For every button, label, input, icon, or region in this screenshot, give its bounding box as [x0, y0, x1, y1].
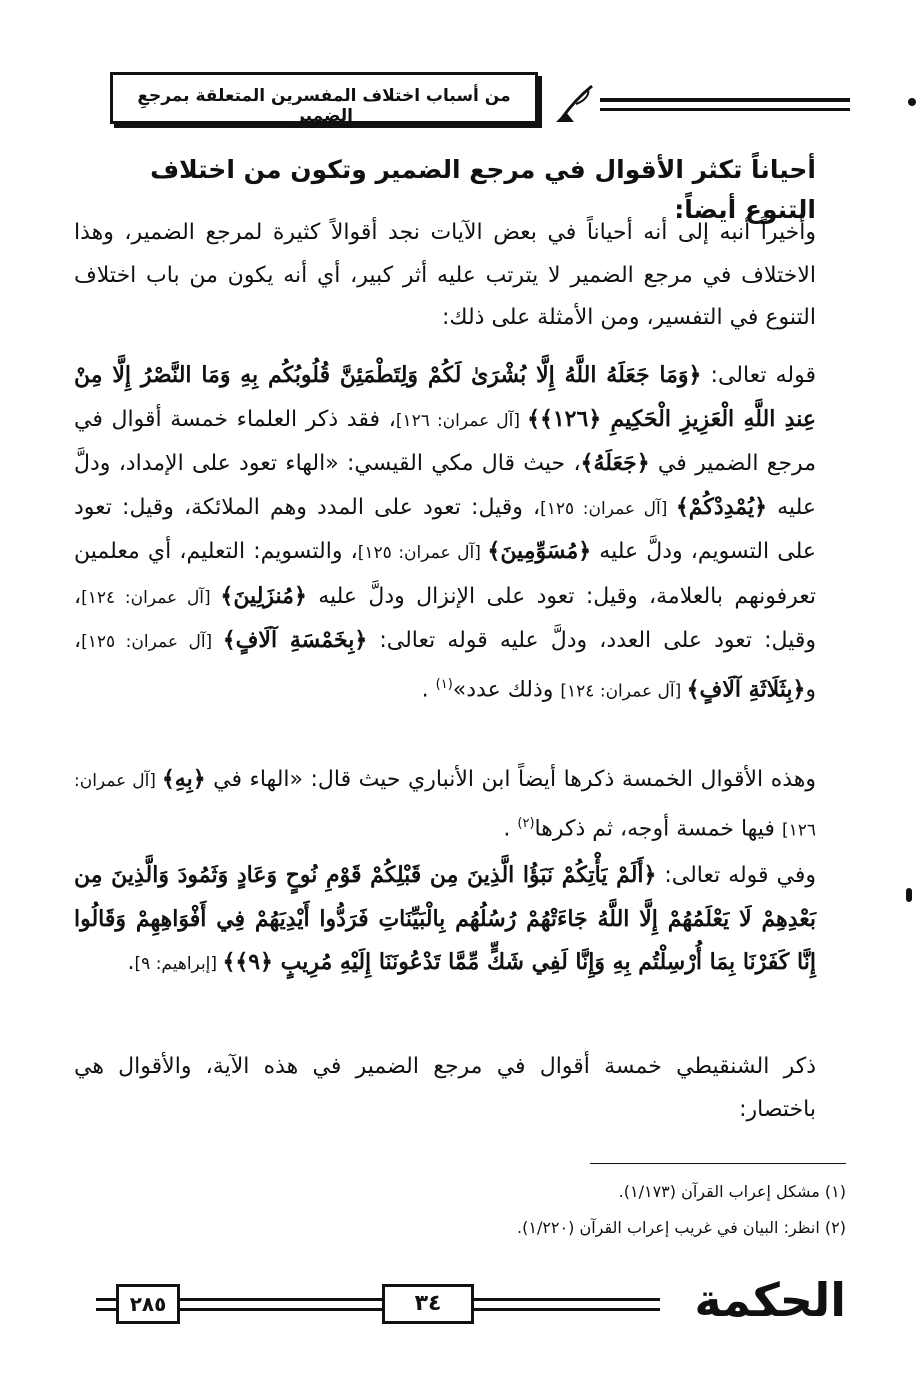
verse-reference: [آل عمران: ١٢٦]	[74, 771, 816, 840]
example-paragraph-1	[74, 354, 816, 712]
page-number-box	[116, 1284, 180, 1324]
text-run: ، و	[74, 628, 816, 702]
page-number: ٢٨٥	[129, 1292, 167, 1316]
footer-rule-mid-2	[180, 1308, 382, 1311]
quran-word: ﴿جَعَلَهُ﴾	[580, 450, 650, 476]
text-run: فيها خمسة أوجه، ثم ذكرها	[534, 815, 782, 841]
margin-dot-top	[908, 98, 916, 106]
verse-reference: [آل عمران: ١٢٥]	[81, 632, 223, 652]
quran-verse: ﴿وَمَا جَعَلَهُ اللَّهُ إِلَّا بُشْرَىٰ لَكُمْ وَلِتَطْمَئِنَّ قُلُوبُكُم بِهِ وَمَا النَّصْرُ إِلَّا مِنْ عِندِ اللَّهِ الْعَزِيزِ الْحَكِيمِ ﴿١٢٦﴾﴾	[74, 362, 816, 432]
quran-word: ﴿بِهِ﴾	[161, 766, 206, 792]
quran-word: ﴿يُمْدِدْكُمْ﴾	[675, 493, 767, 520]
text-run: ، وقيل: تعود على المدد وهم الملائكة، وقيل: تعود على التسويم، ودلَّ عليه	[74, 494, 816, 564]
intro-paragraph: وأخيراً أنبه إلى أنه أحياناً في بعض الآيات نجد أقوالاً كثيرة لمرجع الضمير، وهذا الاختلاف في مرجع الضمير لا يترتب عليه أثر كبير، أي أنه يكون من باب اختلاف التنوع في التفسير، ومن الأمثلة على ذلك:	[74, 220, 816, 330]
running-header-title: من أسباب اختلاف المفسرين المتعلقة بمرجعِ الضمير	[137, 86, 511, 126]
issue-number-box	[382, 1284, 474, 1324]
text-run: وذلك عدد»	[452, 676, 561, 702]
margin-mark	[906, 888, 912, 902]
verse-reference: [آل عمران: ١٢٥]	[540, 498, 676, 519]
text-run: .	[503, 815, 518, 841]
footer-rule-right-2	[474, 1308, 660, 1311]
footnote-separator	[590, 1163, 846, 1164]
example-paragraph-2	[74, 758, 816, 851]
quran-word: ﴿مُنزَلِينَ﴾	[220, 582, 307, 609]
verse-reference: [آل عمران: ١٢٥]	[357, 543, 488, 563]
text-run: ، حيث قال مكي القيسي: «الهاء تعود على الإمداد، ودلَّ عليه	[74, 451, 816, 520]
issue-number: ٣٤	[414, 1291, 442, 1316]
example-paragraph-3	[74, 854, 816, 986]
verse-reference: [آل عمران: ١٢٤]	[560, 680, 687, 701]
footer-rule-left-1	[96, 1298, 116, 1301]
text-run: ، وقيل: تعود على العدد، ودلَّ عليه قوله تعالى:	[74, 583, 816, 653]
footnote-2: (٢) انظر: البيان في غريب إعراب القرآن (١/٢٢٠).	[517, 1218, 846, 1237]
verse-reference: [إبراهيم: ٩]	[134, 954, 223, 974]
text-run: .	[421, 676, 436, 702]
footnote-1: (١) مشكل إعراب القرآن (١/١٧٣).	[618, 1182, 846, 1201]
quran-word: ﴿بِخَمْسَةِ آلَافٍ﴾	[222, 627, 368, 653]
text-run: .	[127, 950, 135, 975]
text-run: ، فقد ذكر العلماء خمسة أقوال في مرجع الضمير في	[74, 406, 816, 476]
magazine-logo: الحكمة	[694, 1273, 846, 1327]
footnote-marker[interactable]: (٢)	[517, 815, 535, 831]
quill-icon	[552, 82, 598, 126]
verse-reference: [آل عمران: ١٢٦]	[395, 410, 528, 431]
header-rule-top	[600, 98, 850, 102]
quran-word: ﴿بِثَلَاثَةِ آلَافٍ﴾	[686, 675, 806, 702]
text-run: ، والتسويم: التعليم، أي معلمين تعرفونهم بالعلامة، وقيل: تعود على الإنزال ودلَّ عليه	[74, 539, 816, 609]
section-heading: أحياناً تكثر الأقوال في مرجع الضمير وتكون من اختلاف التنوع أيضاً:	[150, 155, 816, 224]
text-run: قوله تعالى:	[701, 363, 816, 388]
text-run: وفي قوله تعالى:	[656, 863, 816, 888]
footnote-marker[interactable]: (١)	[435, 676, 453, 692]
footer-rule-right-1	[474, 1298, 660, 1301]
closing-paragraph: ذكر الشنقيطي خمسة أقوال في مرجع الضمير في هذه الآية، والأقوال هي باختصار:	[74, 1054, 816, 1122]
quran-word: ﴿مُسَوِّمِينَ﴾	[487, 538, 592, 564]
quran-verse: ﴿أَلَمْ يَأْتِكُمْ نَبَؤُا الَّذِينَ مِن قَبْلِكُمْ قَوْمِ نُوحٍ وَعَادٍ وَثَمُودَ وَالَّذِينَ مِن بَعْدِهِمْ لَا يَعْلَمُهُمْ إِلَّا اللَّهُ جَاءَتْهُمْ رُسُلُهُم بِالْبَيِّنَاتِ فَرَدُّوا أَيْدِيَهُمْ فِي أَفْوَاهِهِمْ وَقَالُوا إِنَّا كَفَرْنَا بِمَا أُرْسِلْتُم بِهِ وَإِنَّا لَفِي شَكٍّ مِّمَّا تَدْعُونَنَا إِلَيْهِ مُرِيبٍ ﴿٩﴾﴾	[74, 862, 816, 975]
verse-reference: [آل عمران: ١٢٤]	[81, 587, 221, 608]
footer-rule-left-2	[96, 1308, 116, 1311]
header-rule-bottom	[600, 108, 850, 111]
text-run: وهذه الأقوال الخمسة ذكرها أيضاً ابن الأنباري حيث قال: «الهاء في	[205, 767, 816, 792]
footer-rule-mid-1	[180, 1298, 382, 1301]
